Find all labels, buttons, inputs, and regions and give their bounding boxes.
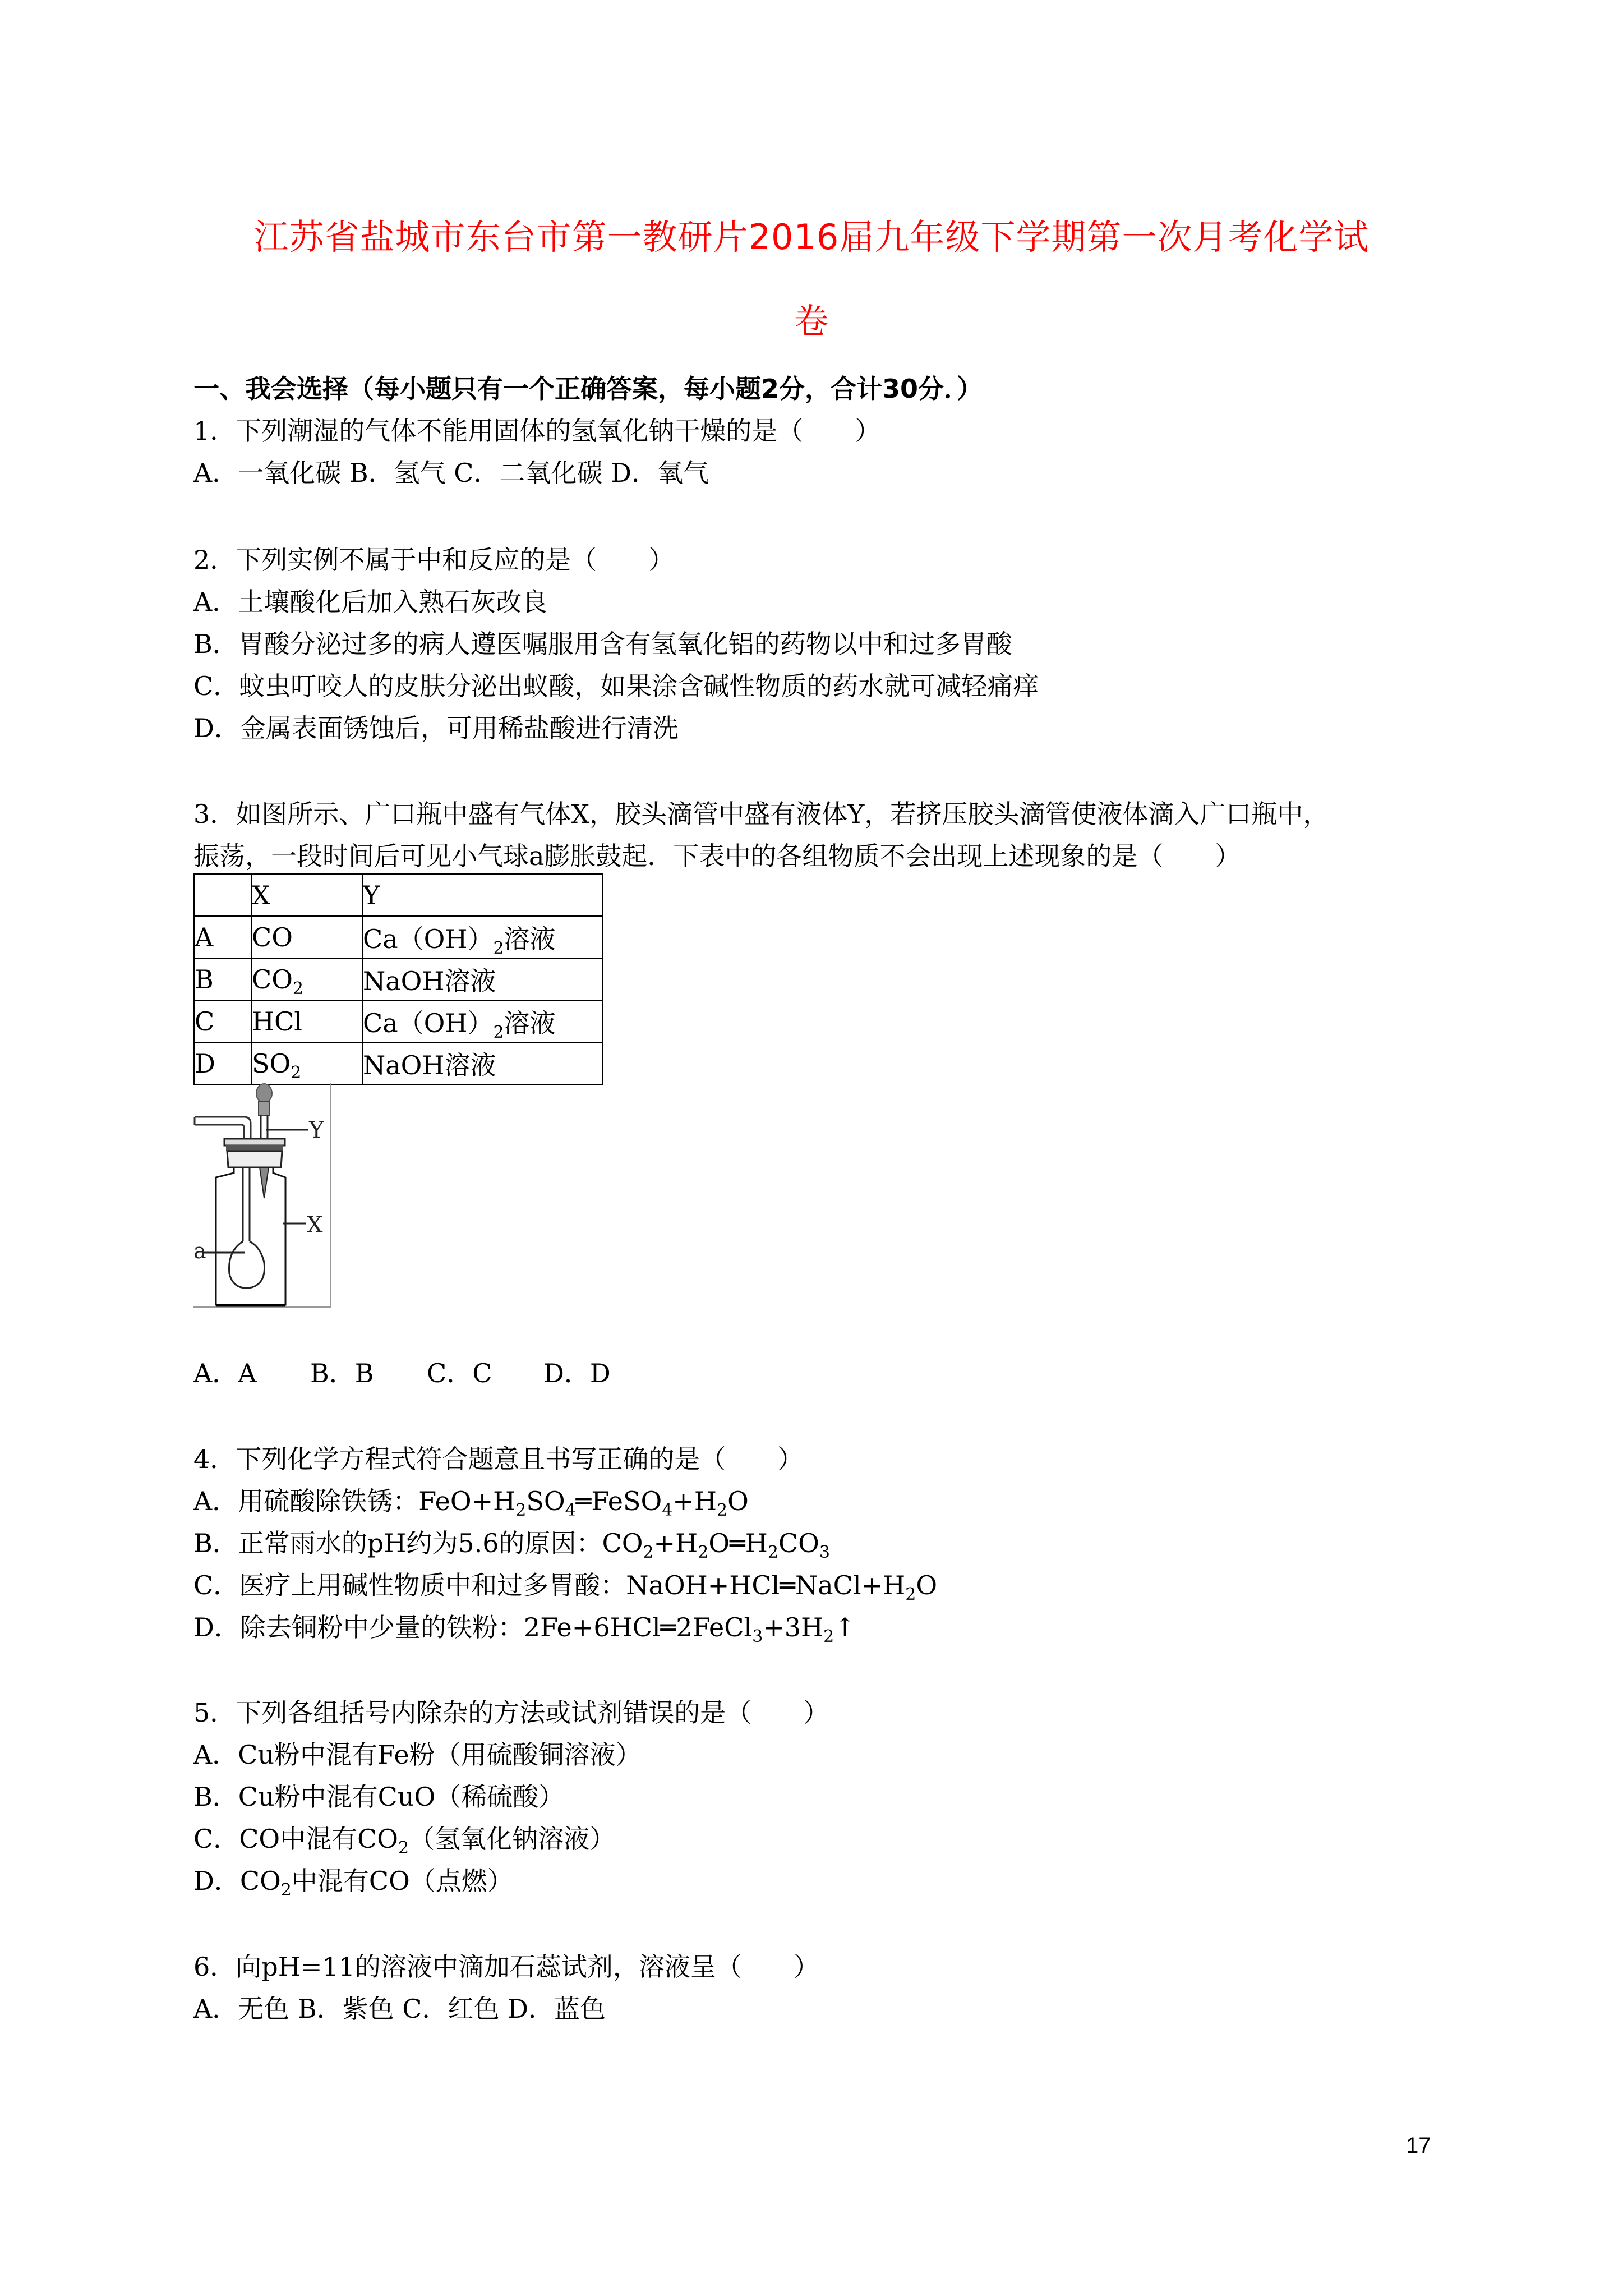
- q5-stem: 5．下列各组括号内除杂的方法或试剂错误的是（ ）: [193, 1697, 829, 1728]
- q3-stem-line-2: 振荡，一段时间后可见小气球a膨胀鼓起．下表中的各组物质不会出现上述现象的是（ ）: [193, 841, 1241, 871]
- row-x: $CO_2$: [251, 958, 362, 1000]
- balloon-icon: [229, 1241, 265, 1288]
- q6-stem: 6．向pH=11的溶液中滴加石蕊试剂，溶液呈（ ）: [193, 1952, 819, 1982]
- row-y: $Ca(OH)_2$溶液: [362, 916, 603, 958]
- row-label: A: [194, 916, 251, 958]
- section-heading: 一、我会选择（每小题只有一个正确答案，每小题2分，合计30分．）: [193, 374, 983, 404]
- q2-option-b: B．胃酸分泌过多的病人遵医嘱服用含有氢氧化铝的药物以中和过多胃酸: [193, 629, 1012, 659]
- header-cell-x: X: [251, 874, 362, 916]
- diagram-label-a: a: [193, 1239, 206, 1263]
- diagram-label-y: Y: [309, 1117, 324, 1143]
- bottle-apparatus-illustration: [193, 1083, 331, 1308]
- q3-option-d: D．D: [543, 1358, 611, 1388]
- header-cell: [194, 874, 251, 916]
- q3-options: [193, 1358, 611, 1389]
- q4-option-b: B．正常雨水的pH约为5.6的原因：$CO_2+H_2O═H_2CO_3$: [193, 1528, 830, 1562]
- q3-option-b: B．B: [310, 1358, 374, 1388]
- row-label: C: [194, 1000, 251, 1042]
- wide-mouth-bottle-diagram: [193, 1083, 331, 1308]
- q2-option-a: A．土壤酸化后加入熟石灰改良: [193, 587, 548, 617]
- q3-stem-line-1: 3．如图所示、广口瓶中盛有气体X，胶头滴管中盛有液体Y，若挤压胶头滴管使液体滴入广口瓶中，: [193, 799, 1329, 829]
- q4-option-a: A．用硫酸除铁锈：$FeO+H_2SO_4═FeSO_4+H_2O$: [193, 1486, 749, 1520]
- q5-option-c: C．CO中混有$CO_2$（氢氧化钠溶液）: [193, 1824, 616, 1858]
- document-title-line-1: 江苏省盐城市东台市第一教研片2016届九年级下学期第一次月考化学试: [253, 217, 1370, 257]
- q3-table: [193, 873, 603, 1085]
- q1-options: A．一氧化碳 B．氢气 C．二氧化碳 D．氧气: [193, 458, 709, 488]
- dropper-bulb-icon: [256, 1084, 272, 1103]
- table-row: [194, 1000, 603, 1042]
- row-label: B: [194, 958, 251, 1000]
- row-x: $SO_2$: [251, 1042, 362, 1084]
- row-y: $Ca(OH)_2$溶液: [362, 1000, 603, 1042]
- q4-stem: 4．下列化学方程式符合题意且书写正确的是（ ）: [193, 1444, 804, 1474]
- row-label: D: [194, 1042, 251, 1084]
- q3-option-c: C．C: [427, 1358, 492, 1388]
- q1-stem: 1．下列潮湿的气体不能用固体的氢氧化钠干燥的是（ ）: [193, 416, 881, 446]
- q2-option-c: C．蚊虫叮咬人的皮肤分泌出蚁酸，如果涂含碱性物质的药水就可减轻痛痒: [193, 671, 1039, 701]
- q2-option-d: D．金属表面锈蚀后，可用稀盐酸进行清洗: [193, 713, 679, 743]
- row-y: NaOH溶液: [362, 1042, 603, 1084]
- row-x: CO: [251, 916, 362, 958]
- q5-option-a: A．Cu粉中混有Fe粉（用硫酸铜溶液）: [193, 1740, 642, 1770]
- q4-option-d: D．除去铜粉中少量的铁粉：$2Fe+6HCl═2FeCl_3+3H_2↑$: [193, 1612, 856, 1646]
- q2-stem: 2．下列实例不属于中和反应的是（ ）: [193, 545, 675, 575]
- header-cell-y: Y: [362, 874, 603, 916]
- q4-option-c: C．医疗上用碱性物质中和过多胃酸：$NaOH+HCl═NaCl+H_2O$: [193, 1570, 938, 1604]
- table-row: [194, 916, 603, 958]
- q3-option-a: A．A: [193, 1358, 257, 1388]
- table-row: [194, 958, 603, 1000]
- row-y: NaOH溶液: [362, 958, 603, 1000]
- q5-option-d: D．$CO_2$中混有CO（点燃）: [193, 1866, 513, 1900]
- diagram-label-x: X: [307, 1212, 323, 1238]
- document-title-line-2: 卷: [794, 301, 829, 342]
- page-number: 17: [1406, 2133, 1431, 2158]
- table-row: [194, 1042, 603, 1084]
- q5-option-b: B．Cu粉中混有CuO（稀硫酸）: [193, 1782, 565, 1812]
- q6-options: A．无色 B．紫色 C．红色 D．蓝色: [193, 1994, 606, 2024]
- row-x: HCl: [251, 1000, 362, 1042]
- table-header-row: [194, 874, 603, 916]
